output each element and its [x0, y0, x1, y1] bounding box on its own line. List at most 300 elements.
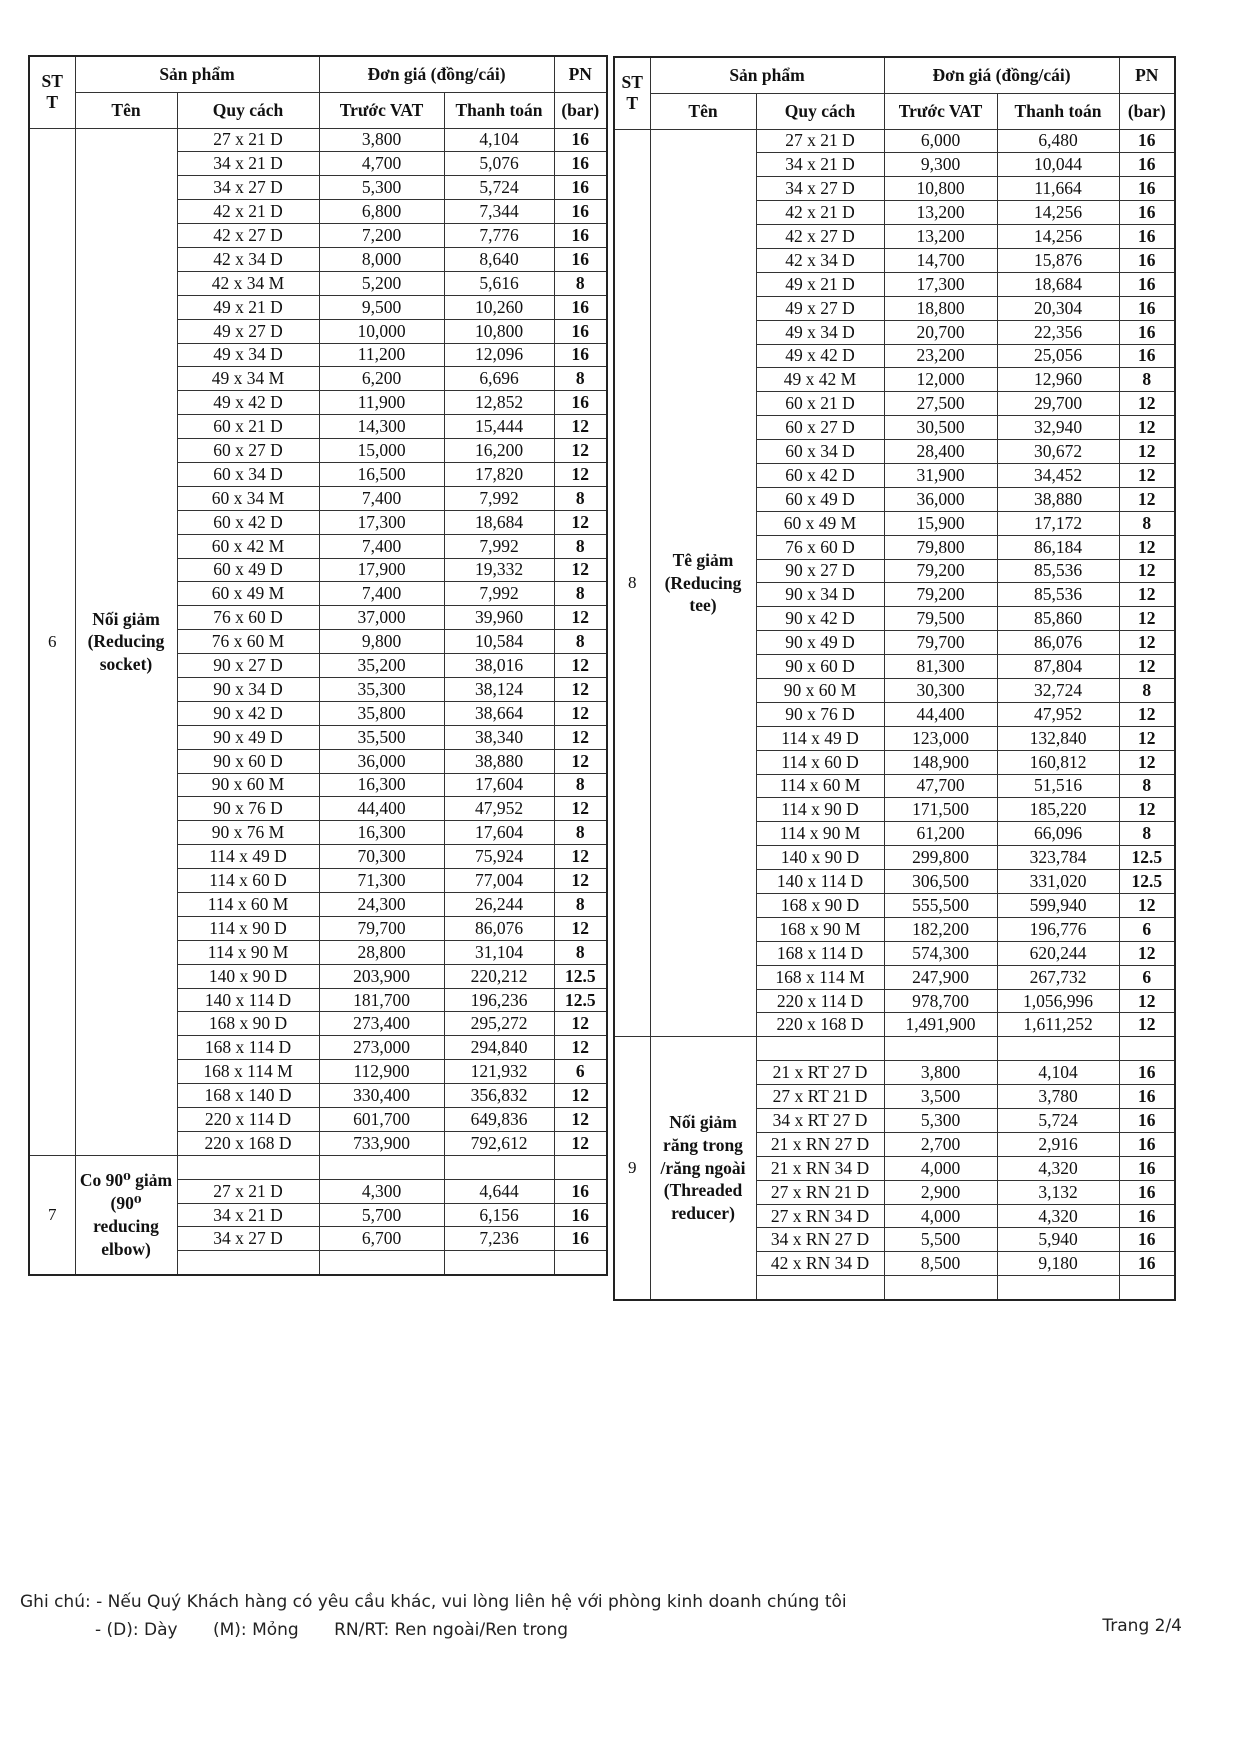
- pre-vat-cell: 11,200: [319, 343, 444, 367]
- total-cell: [997, 1037, 1119, 1061]
- spec-cell: 90 x 27 D: [756, 559, 884, 583]
- total-cell: 12,852: [444, 391, 554, 415]
- pre-vat-cell: 17,300: [884, 272, 997, 296]
- pre-vat-cell: [884, 1276, 997, 1300]
- spec-cell: 27 x RN 34 D: [756, 1204, 884, 1228]
- pre-vat-cell: 5,700: [319, 1203, 444, 1227]
- total-cell: 38,124: [444, 677, 554, 701]
- total-cell: 5,616: [444, 271, 554, 295]
- total-cell: [444, 1251, 554, 1275]
- total-cell: 10,044: [997, 153, 1119, 177]
- spec-cell: 34 x 27 D: [177, 176, 319, 200]
- spec-cell: 49 x 34 M: [177, 367, 319, 391]
- pre-vat-cell: 15,000: [319, 439, 444, 463]
- spec-cell: 27 x 21 D: [756, 129, 884, 153]
- pre-vat-cell: 13,200: [884, 225, 997, 249]
- spec-cell: 60 x 34 M: [177, 486, 319, 510]
- pre-vat-cell: [319, 1251, 444, 1275]
- spec-cell: 90 x 49 D: [177, 725, 319, 749]
- pn-cell: 16: [554, 176, 607, 200]
- pn-cell: 16: [554, 1227, 607, 1251]
- pre-vat-cell: 5,200: [319, 271, 444, 295]
- pn-cell: 12: [554, 606, 607, 630]
- total-cell: 7,992: [444, 486, 554, 510]
- header-pn-unit: (bar): [1119, 93, 1175, 129]
- total-cell: 2,916: [997, 1132, 1119, 1156]
- total-cell: 38,664: [444, 701, 554, 725]
- pre-vat-cell: 30,300: [884, 678, 997, 702]
- pre-vat-cell: 273,400: [319, 1012, 444, 1036]
- spec-cell: 49 x 27 D: [177, 319, 319, 343]
- total-cell: 3,780: [997, 1085, 1119, 1109]
- pn-cell: 12: [1119, 702, 1175, 726]
- pn-cell: 12: [1119, 607, 1175, 631]
- pn-cell: 12: [1119, 1013, 1175, 1037]
- spec-cell: 42 x 27 D: [756, 225, 884, 249]
- spec-cell: 49 x 27 D: [756, 296, 884, 320]
- pre-vat-cell: 601,700: [319, 1108, 444, 1132]
- pre-vat-cell: 70,300: [319, 845, 444, 869]
- pre-vat-cell: 330,400: [319, 1084, 444, 1108]
- pn-cell: 16: [1119, 344, 1175, 368]
- total-cell: 11,664: [997, 177, 1119, 201]
- pre-vat-cell: 182,200: [884, 917, 997, 941]
- spec-cell: 27 x RN 21 D: [756, 1180, 884, 1204]
- table-row: [614, 129, 1175, 153]
- spec-cell: 90 x 60 D: [756, 655, 884, 679]
- group-stt: 9: [614, 1037, 650, 1300]
- pre-vat-cell: 27,500: [884, 392, 997, 416]
- pn-cell: 8: [554, 271, 607, 295]
- pn-cell: 12: [1119, 440, 1175, 464]
- pn-cell: 12: [1119, 416, 1175, 440]
- right-price-table: [613, 56, 1176, 1301]
- pre-vat-cell: 79,800: [884, 535, 997, 559]
- pre-vat-cell: 79,500: [884, 607, 997, 631]
- total-cell: 66,096: [997, 822, 1119, 846]
- spec-cell: 27 x 21 D: [177, 128, 319, 152]
- pn-cell: 12: [554, 797, 607, 821]
- header-total: Thanh toán: [997, 93, 1119, 129]
- pn-cell: 8: [554, 940, 607, 964]
- pre-vat-cell: 9,300: [884, 153, 997, 177]
- pn-cell: 8: [1119, 511, 1175, 535]
- spec-cell: [756, 1037, 884, 1061]
- pn-cell: [554, 1251, 607, 1275]
- pre-vat-cell: 3,800: [884, 1061, 997, 1085]
- header-stt: ST T: [614, 57, 650, 129]
- total-cell: 15,444: [444, 415, 554, 439]
- group-name-text: Tê giảm (Reducing tee): [664, 549, 742, 616]
- pre-vat-cell: 17,900: [319, 558, 444, 582]
- pre-vat-cell: 14,300: [319, 415, 444, 439]
- pn-cell: 12: [1119, 655, 1175, 679]
- pre-vat-cell: 36,000: [319, 749, 444, 773]
- pre-vat-cell: 17,300: [319, 510, 444, 534]
- pn-cell: 16: [1119, 1252, 1175, 1276]
- pn-cell: [554, 1155, 607, 1179]
- pn-cell: 16: [1119, 153, 1175, 177]
- spec-cell: 168 x 114 M: [756, 965, 884, 989]
- total-cell: 38,880: [444, 749, 554, 773]
- total-cell: 5,940: [997, 1228, 1119, 1252]
- spec-cell: 90 x 27 D: [177, 654, 319, 678]
- spec-cell: 60 x 49 M: [177, 582, 319, 606]
- spec-cell: 90 x 42 D: [177, 701, 319, 725]
- spec-cell: 90 x 49 D: [756, 631, 884, 655]
- spec-cell: 34 x 21 D: [177, 152, 319, 176]
- page-number: Trang 2/4: [1102, 1616, 1182, 1636]
- pre-vat-cell: 8,500: [884, 1252, 997, 1276]
- total-cell: 331,020: [997, 870, 1119, 894]
- total-cell: 9,180: [997, 1252, 1119, 1276]
- pre-vat-cell: 6,000: [884, 129, 997, 153]
- spec-cell: 42 x 21 D: [177, 200, 319, 224]
- spec-cell: 140 x 90 D: [756, 846, 884, 870]
- pn-cell: 16: [554, 1203, 607, 1227]
- total-cell: 20,304: [997, 296, 1119, 320]
- spec-cell: 140 x 90 D: [177, 964, 319, 988]
- total-cell: 17,172: [997, 511, 1119, 535]
- spec-cell: 21 x RN 27 D: [756, 1132, 884, 1156]
- spec-cell: 76 x 60 D: [177, 606, 319, 630]
- pn-cell: 16: [1119, 201, 1175, 225]
- spec-cell: 168 x 140 D: [177, 1084, 319, 1108]
- total-cell: 6,480: [997, 129, 1119, 153]
- pre-vat-cell: 31,900: [884, 463, 997, 487]
- spec-cell: 168 x 114 D: [756, 941, 884, 965]
- total-cell: 47,952: [444, 797, 554, 821]
- pre-vat-cell: 44,400: [884, 702, 997, 726]
- pre-vat-cell: 306,500: [884, 870, 997, 894]
- header-name: Tên: [75, 92, 177, 128]
- pre-vat-cell: 5,300: [319, 176, 444, 200]
- total-cell: 12,096: [444, 343, 554, 367]
- total-cell: 38,340: [444, 725, 554, 749]
- spec-cell: 90 x 34 D: [177, 677, 319, 701]
- pn-cell: 12: [554, 845, 607, 869]
- pn-cell: 16: [1119, 1109, 1175, 1133]
- total-cell: 5,724: [444, 176, 554, 200]
- group-name: [75, 1155, 177, 1274]
- total-cell: 38,880: [997, 487, 1119, 511]
- pn-cell: 12.5: [1119, 846, 1175, 870]
- pn-cell: 16: [554, 224, 607, 248]
- spec-cell: 60 x 49 D: [177, 558, 319, 582]
- spec-cell: 27 x RT 21 D: [756, 1085, 884, 1109]
- pn-cell: 12: [1119, 726, 1175, 750]
- pn-cell: 16: [1119, 320, 1175, 344]
- total-cell: 132,840: [997, 726, 1119, 750]
- spec-cell: 168 x 114 M: [177, 1060, 319, 1084]
- pre-vat-cell: 299,800: [884, 846, 997, 870]
- total-cell: 86,076: [997, 631, 1119, 655]
- pn-cell: 8: [554, 893, 607, 917]
- spec-cell: 114 x 90 M: [756, 822, 884, 846]
- total-cell: 51,516: [997, 774, 1119, 798]
- header-pn-unit: (bar): [554, 92, 607, 128]
- pn-cell: 16: [1119, 1085, 1175, 1109]
- total-cell: 599,940: [997, 894, 1119, 918]
- spec-cell: 90 x 60 M: [756, 678, 884, 702]
- header-spec: Quy cách: [177, 92, 319, 128]
- group-name-text: Nối giảm răng trong /răng ngoài (Threaded reducer): [660, 1112, 746, 1224]
- spec-cell: 34 x 27 D: [177, 1227, 319, 1251]
- total-cell: 38,016: [444, 654, 554, 678]
- spec-cell: 60 x 42 D: [177, 510, 319, 534]
- spec-cell: 42 x 27 D: [177, 224, 319, 248]
- total-cell: 1,056,996: [997, 989, 1119, 1013]
- spec-cell: 42 x RN 34 D: [756, 1252, 884, 1276]
- total-cell: 323,784: [997, 846, 1119, 870]
- spec-cell: 114 x 60 D: [177, 869, 319, 893]
- pn-cell: 16: [554, 295, 607, 319]
- total-cell: 10,584: [444, 630, 554, 654]
- total-cell: 7,344: [444, 200, 554, 224]
- pre-vat-cell: 112,900: [319, 1060, 444, 1084]
- pn-cell: 8: [554, 582, 607, 606]
- spec-cell: 114 x 49 D: [177, 845, 319, 869]
- pn-cell: 12: [554, 725, 607, 749]
- total-cell: 294,840: [444, 1036, 554, 1060]
- pre-vat-cell: 30,500: [884, 416, 997, 440]
- spec-cell: 220 x 114 D: [756, 989, 884, 1013]
- spec-cell: 140 x 114 D: [756, 870, 884, 894]
- pn-cell: [1119, 1037, 1175, 1061]
- pn-cell: 12.5: [1119, 870, 1175, 894]
- pn-cell: 16: [554, 247, 607, 271]
- total-cell: 86,076: [444, 916, 554, 940]
- pre-vat-cell: 123,000: [884, 726, 997, 750]
- pre-vat-cell: 16,300: [319, 773, 444, 797]
- pre-vat-cell: 10,800: [884, 177, 997, 201]
- header-product: Sản phẩm: [650, 57, 884, 93]
- pre-vat-cell: [884, 1037, 997, 1061]
- pre-vat-cell: 2,900: [884, 1180, 997, 1204]
- pn-cell: 8: [554, 630, 607, 654]
- left-table-body: [29, 128, 607, 1275]
- total-cell: 7,236: [444, 1227, 554, 1251]
- pre-vat-cell: 71,300: [319, 869, 444, 893]
- pn-cell: 16: [1119, 129, 1175, 153]
- spec-cell: 90 x 76 M: [177, 821, 319, 845]
- spec-cell: 90 x 76 D: [177, 797, 319, 821]
- pn-cell: 6: [554, 1060, 607, 1084]
- total-cell: 4,104: [444, 128, 554, 152]
- footnote: [20, 1588, 847, 1644]
- pn-cell: 12: [554, 749, 607, 773]
- total-cell: 620,244: [997, 941, 1119, 965]
- footnote-line-1: Ghi chú: - Nếu Quý Khách hàng có yêu cầu khác, vui lòng liên hệ với phòng kinh doanh chúng tôi: [20, 1592, 847, 1612]
- pn-cell: 12: [1119, 798, 1175, 822]
- pre-vat-cell: 4,000: [884, 1204, 997, 1228]
- pn-cell: 8: [1119, 774, 1175, 798]
- spec-cell: 90 x 60 D: [177, 749, 319, 773]
- spec-cell: 60 x 27 D: [177, 439, 319, 463]
- pre-vat-cell: 18,800: [884, 296, 997, 320]
- total-cell: 356,832: [444, 1084, 554, 1108]
- total-cell: 196,236: [444, 988, 554, 1012]
- pre-vat-cell: 171,500: [884, 798, 997, 822]
- pre-vat-cell: 24,300: [319, 893, 444, 917]
- pre-vat-cell: 8,000: [319, 247, 444, 271]
- total-cell: 649,836: [444, 1108, 554, 1132]
- pn-cell: 8: [554, 367, 607, 391]
- pn-cell: [1119, 1276, 1175, 1300]
- pn-cell: 12.5: [554, 964, 607, 988]
- total-cell: 22,356: [997, 320, 1119, 344]
- pn-cell: 8: [1119, 678, 1175, 702]
- pre-vat-cell: 7,400: [319, 582, 444, 606]
- spec-cell: 21 x RT 27 D: [756, 1061, 884, 1085]
- total-cell: 47,952: [997, 702, 1119, 726]
- total-cell: 32,724: [997, 678, 1119, 702]
- total-cell: 86,184: [997, 535, 1119, 559]
- spec-cell: 60 x 49 M: [756, 511, 884, 535]
- pre-vat-cell: 6,800: [319, 200, 444, 224]
- total-cell: 8,640: [444, 247, 554, 271]
- pn-cell: 12: [554, 462, 607, 486]
- pn-cell: 12: [1119, 559, 1175, 583]
- pre-vat-cell: 61,200: [884, 822, 997, 846]
- pre-vat-cell: 35,300: [319, 677, 444, 701]
- pn-cell: 12: [1119, 463, 1175, 487]
- spec-cell: [177, 1155, 319, 1179]
- spec-cell: 60 x 27 D: [756, 416, 884, 440]
- pre-vat-cell: 3,500: [884, 1085, 997, 1109]
- pre-vat-cell: 4,700: [319, 152, 444, 176]
- total-cell: 85,860: [997, 607, 1119, 631]
- group-name: [650, 1037, 756, 1300]
- pre-vat-cell: 79,200: [884, 559, 997, 583]
- total-cell: 77,004: [444, 869, 554, 893]
- group-name: [75, 128, 177, 1155]
- total-cell: 18,684: [997, 272, 1119, 296]
- pre-vat-cell: 28,800: [319, 940, 444, 964]
- spec-cell: 220 x 114 D: [177, 1108, 319, 1132]
- pn-cell: 16: [1119, 1204, 1175, 1228]
- header-pn: PN: [1119, 57, 1175, 93]
- pre-vat-cell: [319, 1155, 444, 1179]
- pre-vat-cell: 1,491,900: [884, 1013, 997, 1037]
- pn-cell: 16: [1119, 1228, 1175, 1252]
- right-table-body: [614, 129, 1175, 1300]
- spec-cell: 42 x 34 D: [756, 248, 884, 272]
- legend-thread: RN/RT: Ren ngoài/Ren trong: [334, 1620, 569, 1640]
- pn-cell: 6: [1119, 965, 1175, 989]
- pn-cell: 16: [1119, 248, 1175, 272]
- spec-cell: 140 x 114 D: [177, 988, 319, 1012]
- spec-cell: 60 x 34 D: [756, 440, 884, 464]
- pre-vat-cell: 273,000: [319, 1036, 444, 1060]
- spec-cell: 34 x RT 27 D: [756, 1109, 884, 1133]
- pre-vat-cell: 2,700: [884, 1132, 997, 1156]
- spec-cell: 90 x 42 D: [756, 607, 884, 631]
- spec-cell: 49 x 34 D: [177, 343, 319, 367]
- pn-cell: 16: [1119, 1180, 1175, 1204]
- pre-vat-cell: 37,000: [319, 606, 444, 630]
- spec-cell: 49 x 42 M: [756, 368, 884, 392]
- spec-cell: 168 x 90 M: [756, 917, 884, 941]
- spec-cell: 114 x 90 D: [756, 798, 884, 822]
- pre-vat-cell: 13,200: [884, 201, 997, 225]
- pn-cell: 12: [554, 1131, 607, 1155]
- pn-cell: 12.5: [554, 988, 607, 1012]
- spec-cell: 60 x 49 D: [756, 487, 884, 511]
- pre-vat-cell: 148,900: [884, 750, 997, 774]
- spec-cell: 76 x 60 M: [177, 630, 319, 654]
- spec-cell: 168 x 90 D: [177, 1012, 319, 1036]
- total-cell: 160,812: [997, 750, 1119, 774]
- pn-cell: 12: [554, 916, 607, 940]
- pre-vat-cell: 47,700: [884, 774, 997, 798]
- total-cell: 25,056: [997, 344, 1119, 368]
- header-pre-vat: Trước VAT: [884, 93, 997, 129]
- spec-cell: 114 x 49 D: [756, 726, 884, 750]
- pre-vat-cell: 574,300: [884, 941, 997, 965]
- total-cell: 1,611,252: [997, 1013, 1119, 1037]
- total-cell: 3,132: [997, 1180, 1119, 1204]
- pn-cell: 12: [554, 1084, 607, 1108]
- pre-vat-cell: 79,200: [884, 583, 997, 607]
- total-cell: 14,256: [997, 225, 1119, 249]
- pn-cell: 12: [554, 558, 607, 582]
- spec-cell: 168 x 90 D: [756, 894, 884, 918]
- pre-vat-cell: 7,400: [319, 486, 444, 510]
- total-cell: 4,644: [444, 1179, 554, 1203]
- total-cell: [444, 1155, 554, 1179]
- group-stt: 7: [29, 1155, 75, 1274]
- total-cell: [997, 1276, 1119, 1300]
- header-pre-vat: Trước VAT: [319, 92, 444, 128]
- spec-cell: 60 x 21 D: [177, 415, 319, 439]
- total-cell: 220,212: [444, 964, 554, 988]
- pre-vat-cell: 555,500: [884, 894, 997, 918]
- blank-row: [29, 1155, 607, 1179]
- spec-cell: 114 x 60 M: [177, 893, 319, 917]
- pn-cell: 12: [554, 1108, 607, 1132]
- spec-cell: [756, 1276, 884, 1300]
- pn-cell: 16: [1119, 1156, 1175, 1180]
- pn-cell: 12: [1119, 487, 1175, 511]
- spec-cell: 49 x 21 D: [177, 295, 319, 319]
- pre-vat-cell: 5,500: [884, 1228, 997, 1252]
- header-stt: ST T: [29, 56, 75, 128]
- total-cell: 6,696: [444, 367, 554, 391]
- pn-cell: 12: [1119, 750, 1175, 774]
- pre-vat-cell: 7,400: [319, 534, 444, 558]
- pre-vat-cell: 247,900: [884, 965, 997, 989]
- group-stt: 8: [614, 129, 650, 1037]
- total-cell: 6,156: [444, 1203, 554, 1227]
- spec-cell: 34 x 21 D: [756, 153, 884, 177]
- header-spec: Quy cách: [756, 93, 884, 129]
- spec-cell: 34 x 21 D: [177, 1203, 319, 1227]
- pn-cell: 12: [1119, 583, 1175, 607]
- pn-cell: 16: [1119, 1061, 1175, 1085]
- total-cell: 29,700: [997, 392, 1119, 416]
- pre-vat-cell: 23,200: [884, 344, 997, 368]
- pn-cell: 16: [554, 128, 607, 152]
- pre-vat-cell: 35,800: [319, 701, 444, 725]
- total-cell: 7,776: [444, 224, 554, 248]
- total-cell: 10,260: [444, 295, 554, 319]
- total-cell: 32,940: [997, 416, 1119, 440]
- footnote-line-2: [20, 1616, 847, 1644]
- spec-cell: 21 x RN 34 D: [756, 1156, 884, 1180]
- total-cell: 17,604: [444, 821, 554, 845]
- pn-cell: 8: [554, 534, 607, 558]
